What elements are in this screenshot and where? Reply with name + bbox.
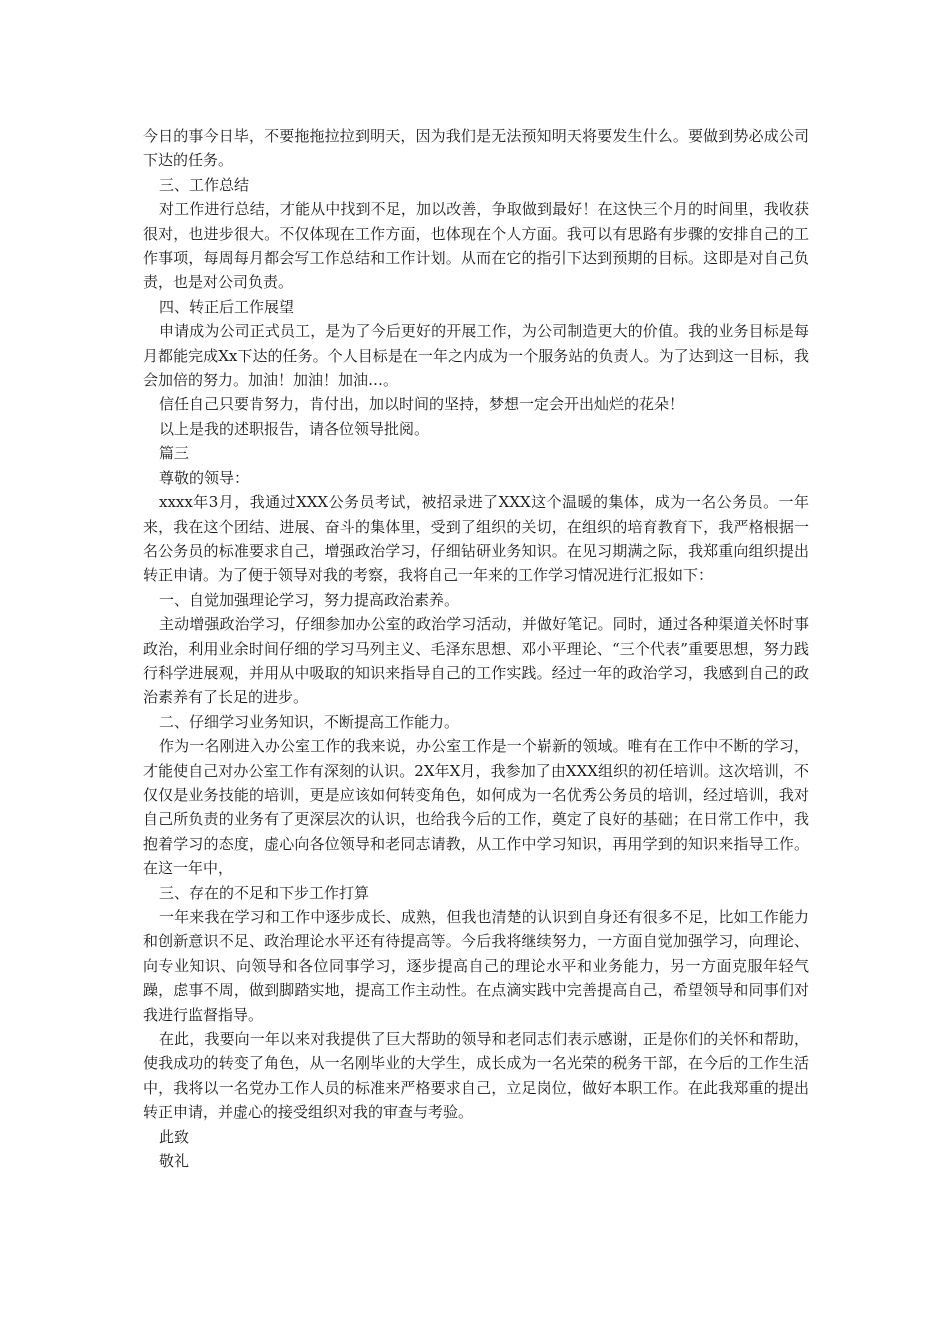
paragraph-theory: 主动增强政治学习，仔细参加办公室的政治学习活动，并做好笔记。同时，通过各种渠道关怀时事政治，利用业余时间仔细的学习马列主义、毛泽东思想、邓小平理论、“三个代表”重要思想，努力践行科学进展观，并用从中吸取的知识来指导自己的工作实践。经过一年的政治学习，我感到自己的政治素养有了长足的进步。 bbox=[143, 615, 809, 707]
closing-cizhi: 此致 bbox=[159, 1127, 190, 1146]
paragraph-business: 作为一名刚进入办公室工作的我来说，办公室工作是一个崭新的领域。唯有在工作中不断的学习，才能使自己对办公室工作有深刻的认识。2X年X月，我参加了由XXX组织的初任培训。这次培训，不仅仅是业务技能的培训，更是应该如何转变角色，如何成为一名优秀公务员的培训，经过培训，我对自己所负责的业务有了更深层次的认识，也给我今后的工作，奠定了良好的基础；在日常工作中，我抱着学习的态度，虚心向各位领导和老同志请教，从工作中学习知识，再用学到的知识来指导工作。在这一年中， bbox=[143, 737, 809, 878]
section-heading-business: 二、仔细学习业务知识，不断提高工作能力。 bbox=[159, 712, 460, 731]
paragraph-shortcomings: 一年来我在学习和工作中逐步成长、成熟，但我也清楚的认识到自身还有很多不足，比如工作能力和创新意识不足、政治理论水平还有待提高等。今后我将继续努力，一方面自觉加强学习，向理论、向专业知识、向领导和各位同事学习，逐步提高自己的理论水平和业务能力，另一方面克服年轻气躁，虑事不周，做到脚踏实地，提高工作主动性。在点滴实践中完善提高自己，希望领导和同事们对我进行监督指导。 bbox=[143, 908, 809, 1024]
paragraph-continuation: 今日的事今日毕，不要拖拖拉拉到明天，因为我们是无法预知明天将要发生什么。要做到势必成公司下达的任务。 bbox=[143, 127, 809, 170]
section-title-part-three: 篇三 bbox=[159, 444, 190, 463]
paragraph-outlook: 申请成为公司正式员工，是为了今后更好的开展工作，为公司制造更大的价值。我的业务目标是每月都能完成Xx下达的任务。个人目标是在一年之内成为一个服务站的负责人。为了达到这一目标，我会加倍的努力。加油！加油！加油…。 bbox=[143, 322, 809, 390]
document-page bbox=[143, 124, 809, 1173]
paragraph-report-closing: 以上是我的述职报告，请各位领导批阅。 bbox=[159, 419, 430, 438]
section-heading-outlook: 四、转正后工作展望 bbox=[159, 297, 295, 316]
section-heading-work-summary: 三、工作总结 bbox=[159, 175, 250, 194]
paragraph-thanks: 在此，我要向一年以来对我提供了巨大帮助的领导和老同志们表示感谢，正是你们的关怀和帮助，使我成功的转变了角色，从一名刚毕业的大学生，成长成为一名光荣的税务干部，在今后的工作生活中，我将以一名党办工作人员的标准来严格要求自己，立足岗位，做好本职工作。在此我郑重的提出转正申请，并虚心的接受组织对我的审查与考验。 bbox=[143, 1030, 809, 1122]
paragraph-confidence: 信任自己只要肯努力，肯付出，加以时间的坚持，梦想一定会开出灿烂的花朵！ bbox=[159, 395, 685, 414]
section-heading-theory: 一、自觉加强理论学习，努力提高政治素养。 bbox=[159, 590, 460, 609]
section-heading-shortcomings: 三、存在的不足和下步工作打算 bbox=[159, 883, 370, 902]
salutation: 尊敬的领导： bbox=[159, 468, 250, 487]
paragraph-work-summary: 对工作进行总结，才能从中找到不足，加以改善，争取做到最好！在这快三个月的时间里，我收获很对，也进步很大。不仅体现在工作方面，也体现在个人方面。我可以有思路有步骤的安排自己的工作事项，每周每月都会写工作总结和工作计划。从而在它的指引下达到预期的目标。这即是对自己负责，也是对公司负责。 bbox=[143, 200, 809, 292]
closing-jingli: 敬礼 bbox=[159, 1152, 190, 1171]
paragraph-intro: xxxx年3月，我通过XXX公务员考试，被招录进了XXX这个温暖的集体，成为一名公务员。一年来，我在这个团结、进展、奋斗的集体里，受到了组织的关切，在组织的培育教育下，我严格根据一名公务员的标准要求自己，增强政治学习，仔细钻研业务知识。在见习期满之际，我郑重向组织提出转正申请。为了便于领导对我的考察，我将自己一年来的工作学习情况进行汇报如下： bbox=[143, 493, 809, 585]
